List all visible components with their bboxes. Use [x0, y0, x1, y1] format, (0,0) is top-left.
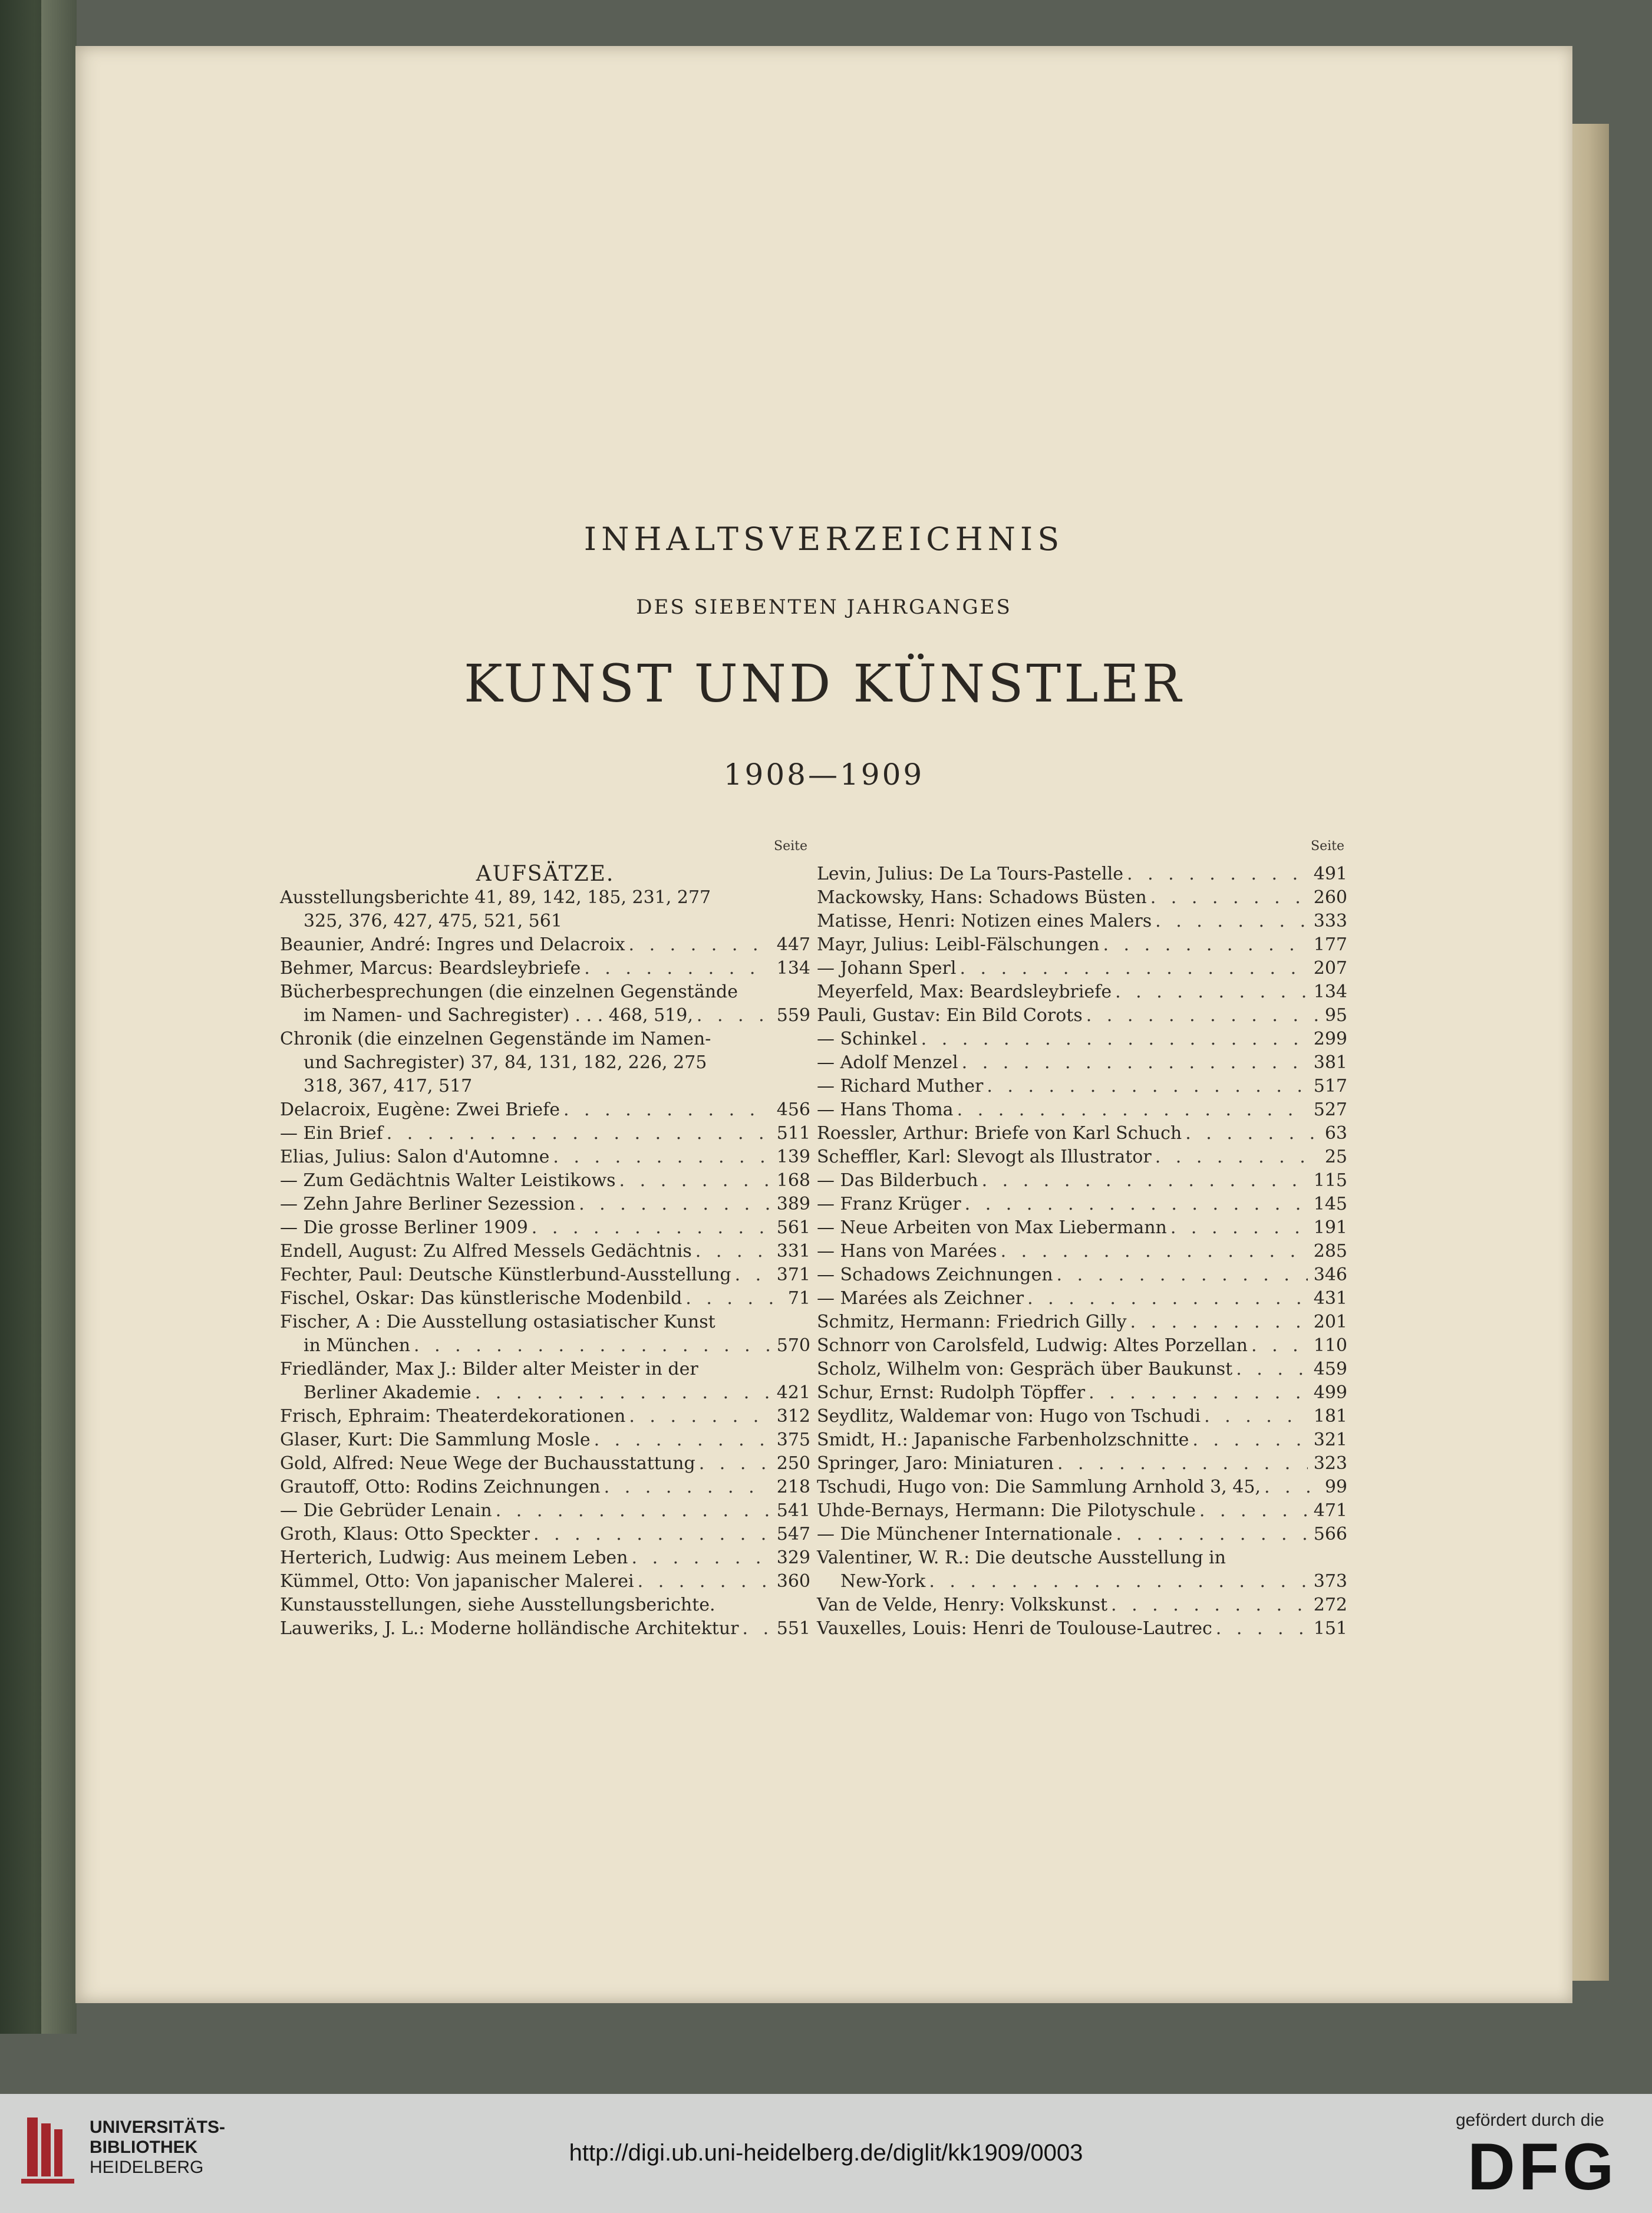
toc-entry — [817, 1499, 1347, 1523]
toc-entry-title: Schur, Ernst: Rudolph Töpffer — [817, 1382, 1086, 1403]
toc-entry-page: 371 — [776, 1264, 810, 1285]
toc-entry — [817, 1193, 1347, 1216]
toc-entry — [280, 1075, 810, 1098]
toc-entry — [280, 1570, 810, 1593]
toc-leader-dots — [1054, 1452, 1308, 1476]
toc-entry — [280, 1523, 810, 1546]
toc-entry-title: — Die Gebrüder Lenain — [280, 1500, 492, 1521]
toc-entry — [817, 1169, 1347, 1193]
toc-entry-title: Grautoff, Otto: Rodins Zeichnungen — [280, 1477, 601, 1497]
toc-entry-page: 431 — [1313, 1288, 1347, 1309]
toc-entry — [817, 933, 1347, 957]
toc-entry-title: Van de Velde, Henry: Volkskunst — [817, 1595, 1108, 1615]
toc-entry-title: Kunstausstellungen, siehe Ausstellungsberichte. — [280, 1595, 715, 1615]
toc-entry — [280, 1145, 810, 1169]
toc-entry — [817, 1476, 1347, 1499]
toc-entry — [280, 1193, 810, 1216]
toc-entry — [817, 1004, 1347, 1028]
toc-entry — [280, 1263, 810, 1287]
title-years: 1908—1909 — [723, 758, 925, 792]
toc-entry-title: — Schadows Zeichnungen — [817, 1264, 1053, 1285]
toc-entry-title: Gold, Alfred: Neue Wege der Buchausstattung — [280, 1453, 695, 1474]
toc-entry-title: Roessler, Arthur: Briefe von Karl Schuch — [817, 1123, 1182, 1144]
toc-entry — [280, 1334, 810, 1358]
toc-entry — [817, 910, 1347, 933]
toc-leader-dots — [1232, 1358, 1308, 1381]
toc-entry-page: 134 — [1313, 982, 1347, 1002]
toc-entry-title: Valentiner, W. R.: Die deutsche Ausstellung in — [817, 1547, 1226, 1568]
toc-leader-dots — [625, 933, 771, 957]
toc-leader-dots — [1212, 1617, 1308, 1641]
logo-line-1: UNIVERSITÄTS- — [90, 2118, 226, 2137]
toc-leader-dots — [1024, 1287, 1308, 1310]
toc-leader-dots — [383, 1122, 771, 1145]
toc-entry-title: — Marées als Zeichner — [817, 1288, 1024, 1309]
toc-entry-page: 25 — [1324, 1147, 1347, 1167]
toc-leader-dots — [983, 1075, 1307, 1098]
toc-entry — [280, 1310, 810, 1334]
toc-leader-dots — [616, 1169, 771, 1193]
toc-entry-title: Groth, Klaus: Otto Speckter — [280, 1524, 530, 1545]
toc-entry-page: 285 — [1313, 1241, 1347, 1262]
toc-leader-dots — [625, 1405, 770, 1428]
toc-entry-page: 250 — [776, 1453, 810, 1474]
toc-entry — [280, 957, 810, 980]
toc-leader-dots — [1085, 1381, 1308, 1405]
toc-entry-page: 447 — [776, 934, 810, 955]
toc-entry-title: Uhde-Bernays, Hermann: Die Pilotyschule — [817, 1500, 1196, 1521]
toc-entry-title: — Zehn Jahre Berliner Sezession — [280, 1194, 576, 1214]
binding-edge — [41, 0, 77, 2034]
toc-entry-page: 299 — [1313, 1029, 1347, 1049]
toc-entry — [817, 1098, 1347, 1122]
toc-leader-dots — [1196, 1499, 1308, 1523]
toc-leader-dots — [471, 1381, 771, 1405]
toc-entry-title: Elias, Julius: Salon d'Automne — [280, 1147, 550, 1167]
toc-entry-title: — Adolf Menzel — [817, 1052, 958, 1073]
toc-entry-title: — Hans von Marées — [817, 1241, 997, 1262]
toc-right-column — [817, 839, 1347, 1641]
toc-entry-page: 551 — [776, 1618, 810, 1639]
toc-entry-title: — Neue Arbeiten von Max Liebermann — [817, 1217, 1167, 1238]
toc-leader-dots — [549, 1145, 770, 1169]
toc-entry-page: 115 — [1313, 1170, 1347, 1191]
toc-entry — [280, 1593, 810, 1617]
toc-entry — [817, 957, 1347, 980]
toc-entry-title: — Zum Gedächtnis Walter Leistikows — [280, 1170, 616, 1191]
toc-entry-page: 139 — [776, 1147, 810, 1167]
toc-entry — [817, 1523, 1347, 1546]
toc-entry-title: Fischel, Oskar: Das künstlerische Modenbild — [280, 1288, 682, 1309]
toc-entry-title: Pauli, Gustav: Ein Bild Corots — [817, 1005, 1083, 1026]
toc-entry-page: 491 — [1313, 864, 1347, 884]
toc-entry — [817, 1334, 1347, 1358]
toc-entry-page: 207 — [1313, 958, 1347, 979]
toc-leader-dots — [1152, 910, 1308, 933]
toc-leader-dots — [1107, 1593, 1308, 1617]
toc-entry — [280, 910, 810, 933]
toc-entry — [817, 1570, 1347, 1593]
toc-entry-page: 559 — [776, 1005, 810, 1026]
toc-leader-dots — [410, 1334, 771, 1358]
toc-entry-title: Kümmel, Otto: Von japanischer Malerei — [280, 1571, 634, 1592]
toc-entry-title: Schnorr von Carolsfeld, Ludwig: Altes Porzellan — [817, 1335, 1248, 1356]
title-inhaltsverzeichnis: INHALTSVERZEICHNIS — [583, 521, 1064, 558]
toc-leader-dots — [1099, 933, 1307, 957]
toc-entry — [817, 980, 1347, 1004]
toc-entry-page: 389 — [776, 1194, 810, 1214]
toc-entry-title: Vauxelles, Louis: Henri de Toulouse-Lautrec — [817, 1618, 1212, 1639]
toc-entry-page: 71 — [787, 1288, 810, 1309]
logo-line-3: HEIDELBERG — [90, 2158, 204, 2177]
toc-entry-page: 260 — [1313, 887, 1347, 908]
toc-entry-page: 63 — [1324, 1123, 1347, 1144]
toc-entry — [817, 886, 1347, 910]
toc-leader-dots — [739, 1617, 771, 1641]
toc-entry — [817, 1428, 1347, 1452]
toc-leader-dots — [1261, 1476, 1319, 1499]
toc-entry — [280, 933, 810, 957]
toc-leader-dots — [581, 957, 771, 980]
section-heading-aufsaetze: AUFSÄTZE. — [476, 862, 615, 886]
toc-entry-title: Endell, August: Zu Alfred Messels Gedächtnis — [280, 1241, 692, 1262]
toc-entry-title: Bücherbesprechungen (die einzelnen Gegenstände — [280, 982, 738, 1002]
toc-entry-page: 346 — [1313, 1264, 1347, 1285]
toc-entry-title: Chronik (die einzelnen Gegenstände im Namen- — [280, 1029, 711, 1049]
toc-entry-title: — Richard Muther — [817, 1076, 984, 1096]
toc-entry-title: Fechter, Paul: Deutsche Künstlerbund-Ausstellung — [280, 1264, 731, 1285]
toc-entry-title: — Ein Brief — [280, 1123, 383, 1144]
toc-entry — [817, 1263, 1347, 1287]
toc-entry-page: 570 — [776, 1335, 810, 1356]
toc-entry — [817, 1381, 1347, 1405]
subtitle-jahrgang: DES SIEBENTEN JAHRGANGES — [636, 595, 1012, 619]
seite-label: Seite — [774, 839, 807, 854]
toc-entry-page: 331 — [776, 1241, 810, 1262]
toc-entry-title: 318, 367, 417, 517 — [304, 1076, 473, 1096]
toc-leader-dots — [1112, 980, 1308, 1004]
toc-entry-page: 191 — [1313, 1217, 1347, 1238]
toc-leader-dots — [1189, 1428, 1307, 1452]
toc-entry-page: 272 — [1313, 1595, 1347, 1615]
toc-entry — [817, 1240, 1347, 1263]
dfg-logo[interactable]: DFG — [1468, 2130, 1618, 2204]
toc-leader-dots — [1201, 1405, 1308, 1428]
toc-leader-dots — [492, 1499, 771, 1523]
toc-entry-page: 99 — [1324, 1477, 1347, 1497]
toc-entry — [817, 1287, 1347, 1310]
toc-leader-dots — [1167, 1216, 1308, 1240]
toc-entry-page: 456 — [776, 1099, 810, 1120]
toc-entry-title: — Schinkel — [817, 1029, 918, 1049]
toc-entry-title: Springer, Jaro: Miniaturen — [817, 1453, 1054, 1474]
toc-entry — [817, 1358, 1347, 1381]
toc-leader-dots — [591, 1428, 771, 1452]
toc-entry-title: Glaser, Kurt: Die Sammlung Mosle — [280, 1430, 591, 1450]
toc-entry-page: 421 — [776, 1382, 810, 1403]
toc-entry-page: 181 — [1313, 1406, 1347, 1427]
toc-leader-dots — [693, 1004, 771, 1028]
toc-entry — [280, 1405, 810, 1428]
toc-leader-dots — [958, 1051, 1308, 1075]
toc-entry — [280, 1240, 810, 1263]
toc-entry-title: Mayr, Julius: Leibl-Fälschungen — [817, 934, 1100, 955]
toc-entry-page: 561 — [776, 1217, 810, 1238]
logo-line-2: BIBLIOTHEK — [90, 2138, 198, 2157]
toc-entry — [280, 1617, 810, 1641]
toc-leader-dots — [1152, 1145, 1319, 1169]
toc-entry — [280, 1287, 810, 1310]
toc-entry — [280, 980, 810, 1004]
toc-leader-dots — [695, 1452, 771, 1476]
toc-leader-dots — [918, 1028, 1308, 1051]
seite-label-right: Seite — [1311, 839, 1344, 854]
toc-entry-title: Frisch, Ephraim: Theaterdekorationen — [280, 1406, 626, 1427]
toc-entry-title: Scheffler, Karl: Slevogt als Illustrator — [817, 1147, 1152, 1167]
toc-leader-dots — [528, 1216, 771, 1240]
toc-entry — [280, 1098, 810, 1122]
toc-entry — [817, 1405, 1347, 1428]
toc-leader-dots — [634, 1570, 771, 1593]
toc-entry-title: Delacroix, Eugène: Zwei Briefe — [280, 1099, 560, 1120]
toc-entry-title: — Die Münchener Internationale — [817, 1524, 1113, 1545]
toc-entry — [280, 1358, 810, 1381]
toc-leader-dots — [1248, 1334, 1308, 1358]
toc-leader-dots — [978, 1169, 1308, 1193]
toc-leader-dots — [997, 1240, 1308, 1263]
toc-leader-dots — [575, 1193, 771, 1216]
toc-entry-page: 151 — [1313, 1618, 1347, 1639]
toc-entry-page: 321 — [1313, 1430, 1347, 1450]
toc-leader-dots — [1112, 1523, 1307, 1546]
toc-leader-dots — [1182, 1122, 1319, 1145]
toc-leader-dots — [692, 1240, 771, 1263]
toc-entry-page: 566 — [1313, 1524, 1347, 1545]
toc-entry-title: Mackowsky, Hans: Schadows Büsten — [817, 887, 1147, 908]
toc-entry-page: 381 — [1313, 1052, 1347, 1073]
toc-entry-page: 329 — [776, 1547, 810, 1568]
toc-leader-dots — [1127, 1310, 1308, 1334]
toc-entry — [280, 1004, 810, 1028]
toc-entry-page: 201 — [1313, 1312, 1347, 1332]
toc-entry-title: Levin, Julius: De La Tours-Pastelle — [817, 864, 1124, 884]
toc-leader-dots — [628, 1546, 771, 1570]
toc-entry-title: — Johann Sperl — [817, 958, 957, 979]
toc-entry — [280, 1499, 810, 1523]
toc-entry-page: 360 — [776, 1571, 810, 1592]
toc-leader-dots — [925, 1570, 1307, 1593]
toc-entry-title: Scholz, Wilhelm von: Gespräch über Baukunst — [817, 1359, 1233, 1379]
toc-entry — [280, 1381, 810, 1405]
toc-entry-title: Herterich, Ludwig: Aus meinem Leben — [280, 1547, 628, 1568]
toc-entry-page: 541 — [776, 1500, 810, 1521]
toc-entry — [817, 1145, 1347, 1169]
toc-leader-dots — [956, 957, 1307, 980]
toc-entry — [280, 1051, 810, 1075]
toc-leader-dots — [601, 1476, 771, 1499]
toc-entry-title: Meyerfeld, Max: Beardsleybriefe — [817, 982, 1112, 1002]
toc-leader-dots — [961, 1193, 1308, 1216]
toc-entry — [817, 1051, 1347, 1075]
toc-entry-page: 511 — [776, 1123, 810, 1144]
toc-entry-title: — Die grosse Berliner 1909 — [280, 1217, 528, 1238]
toc-entry — [817, 1310, 1347, 1334]
toc-entry — [817, 1546, 1347, 1570]
toc-entry-title: Ausstellungsberichte 41, 89, 142, 185, 231, 277 — [280, 887, 711, 908]
toc-entry — [817, 1216, 1347, 1240]
toc-leader-dots — [954, 1098, 1308, 1122]
toc-entry-page: 547 — [776, 1524, 810, 1545]
toc-entry — [817, 1028, 1347, 1051]
toc-entry — [817, 1452, 1347, 1476]
toc-entry — [817, 1593, 1347, 1617]
toc-entry-title: Behmer, Marcus: Beardsleybriefe — [280, 958, 581, 979]
toc-entry — [280, 1476, 810, 1499]
toc-left-list — [280, 886, 810, 1641]
toc-entry-page: 145 — [1313, 1194, 1347, 1214]
toc-leader-dots — [1147, 886, 1308, 910]
toc-right-list — [817, 862, 1347, 1641]
toc-entry-title: Smidt, H.: Japanische Farbenholzschnitte — [817, 1430, 1189, 1450]
toc-entry-page: 459 — [1313, 1359, 1347, 1379]
toc-entry-page: 177 — [1313, 934, 1347, 955]
toc-left-column — [280, 839, 810, 1641]
toc-leader-dots — [530, 1523, 771, 1546]
footer-bar — [0, 2094, 1652, 2213]
toc-entry — [817, 1075, 1347, 1098]
toc-entry-title: Berliner Akademie — [304, 1382, 471, 1403]
toc-entry — [280, 1216, 810, 1240]
toc-leader-dots — [1123, 862, 1308, 886]
toc-entry-title: New-York — [840, 1571, 926, 1592]
toc-entry-page: 323 — [1313, 1453, 1347, 1474]
toc-entry-title: in München — [304, 1335, 411, 1356]
toc-entry — [280, 1028, 810, 1051]
toc-entry-title: und Sachregister) 37, 84, 131, 182, 226, 275 — [304, 1052, 707, 1073]
toc-entry — [280, 1428, 810, 1452]
toc-entry — [817, 1617, 1347, 1641]
toc-entry-title: Seydlitz, Waldemar von: Hugo von Tschudi — [817, 1406, 1201, 1427]
toc-leader-dots — [682, 1287, 782, 1310]
toc-entry-title: Friedländer, Max J.: Bilder alter Meister in der — [280, 1359, 698, 1379]
toc-leader-dots — [1053, 1263, 1308, 1287]
toc-entry — [817, 1122, 1347, 1145]
toc-leader-dots — [731, 1263, 771, 1287]
toc-entry-title: Tschudi, Hugo von: Die Sammlung Arnhold 3, 45, — [817, 1477, 1261, 1497]
toc-entry-title: — Hans Thoma — [817, 1099, 954, 1120]
toc-entry-title: Schmitz, Hermann: Friedrich Gilly — [817, 1312, 1127, 1332]
toc-entry-title: Fischer, A : Die Ausstellung ostasiatischer Kunst — [280, 1312, 715, 1332]
toc-entry-page: 110 — [1313, 1335, 1347, 1356]
toc-entry-page: 95 — [1324, 1005, 1347, 1026]
toc-entry — [817, 862, 1347, 886]
toc-entry-title: 325, 376, 427, 475, 521, 561 — [304, 911, 562, 931]
toc-entry — [280, 1122, 810, 1145]
toc-entry-title: — Das Bilderbuch — [817, 1170, 978, 1191]
toc-entry-page: 373 — [1313, 1571, 1347, 1592]
toc-entry — [280, 1169, 810, 1193]
toc-entry-page: 218 — [776, 1477, 810, 1497]
toc-entry-page: 134 — [776, 958, 810, 979]
toc-entry — [280, 886, 810, 910]
title-kunst-und-kuenstler: KUNST UND KÜNSTLER — [463, 653, 1185, 714]
toc-entry — [280, 1546, 810, 1570]
book-page — [75, 46, 1572, 2003]
permalink-url[interactable]: http://digi.ub.uni-heidelberg.de/diglit/kk1909/0003 — [569, 2140, 1083, 2166]
toc-entry-page: 333 — [1313, 911, 1347, 931]
toc-entry-title: im Namen- und Sachregister) . . . 468, 519, — [304, 1005, 693, 1026]
toc-entry-title: Lauweriks, J. L.: Moderne holländische Architektur — [280, 1618, 739, 1639]
toc-entry-page: 312 — [776, 1406, 810, 1427]
toc-leader-dots — [560, 1098, 771, 1122]
toc-entry-title: — Franz Krüger — [817, 1194, 961, 1214]
toc-entry-title: Matisse, Henri: Notizen eines Malers — [817, 911, 1152, 931]
toc-leader-dots — [1083, 1004, 1319, 1028]
toc-entry-page: 375 — [776, 1430, 810, 1450]
toc-entry-page: 527 — [1313, 1099, 1347, 1120]
toc-entry-page: 168 — [776, 1170, 810, 1191]
toc-entry-page: 499 — [1313, 1382, 1347, 1403]
toc-entry-title: Beaunier, André: Ingres und Delacroix — [280, 934, 625, 955]
funded-by-label: gefördert durch die — [1456, 2110, 1604, 2130]
toc-entry-page: 471 — [1313, 1500, 1347, 1521]
toc-entry-page: 517 — [1313, 1076, 1347, 1096]
toc-entry — [280, 1452, 810, 1476]
